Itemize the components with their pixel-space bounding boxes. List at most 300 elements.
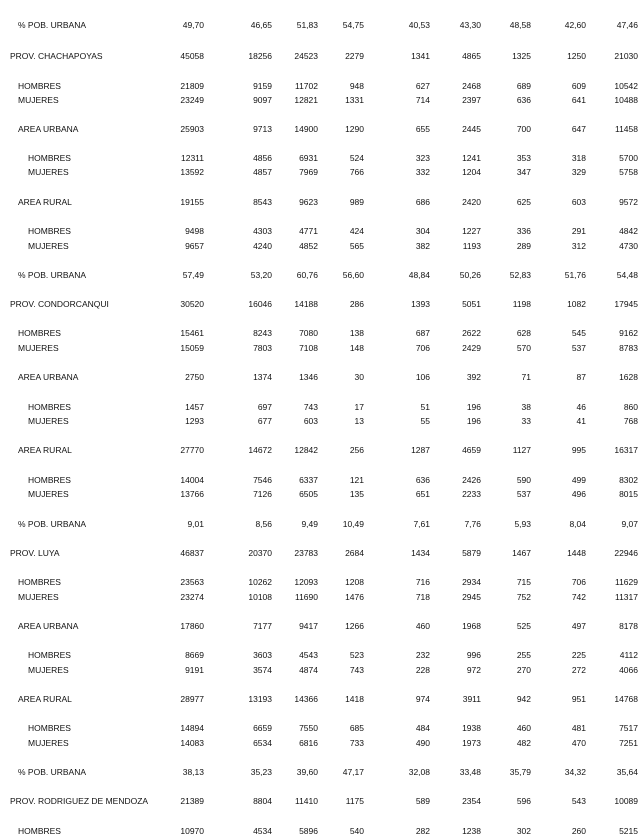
value-cell: 5051 — [462, 299, 481, 309]
row-label: AREA RURAL — [18, 197, 72, 207]
value-cell: 7517 — [619, 723, 638, 733]
value-cell: 5,93 — [514, 519, 531, 529]
value-cell: 302 — [516, 826, 531, 836]
value-cell: 41 — [576, 416, 586, 426]
row-label: PROV. CONDORCANQUI — [10, 299, 109, 309]
value-cell: 17945 — [614, 299, 638, 309]
value-cell: 628 — [516, 328, 531, 338]
sex-row — [0, 474, 643, 486]
value-cell: 733 — [349, 738, 364, 748]
value-cell: 9657 — [185, 241, 204, 251]
value-cell: 6337 — [299, 475, 318, 485]
value-cell: 1175 — [345, 796, 364, 806]
value-cell: 21809 — [180, 81, 204, 91]
value-cell: 497 — [571, 621, 586, 631]
value-cell: 11410 — [294, 796, 318, 806]
value-cell: 1287 — [411, 445, 430, 455]
value-cell: 392 — [466, 372, 481, 382]
value-cell: 8302 — [619, 475, 638, 485]
value-cell: 323 — [415, 153, 430, 163]
value-cell: 48,58 — [509, 20, 531, 30]
urban-percentage-row — [0, 518, 643, 530]
value-cell: 1331 — [345, 95, 364, 105]
row-label: AREA URBANA — [18, 372, 79, 382]
value-cell: 2934 — [462, 577, 481, 587]
value-cell: 2945 — [462, 592, 481, 602]
value-cell: 11317 — [614, 592, 638, 602]
value-cell: 974 — [415, 694, 430, 704]
value-cell: 138 — [349, 328, 364, 338]
value-cell: 196 — [466, 402, 481, 412]
value-cell: 8543 — [253, 197, 272, 207]
value-cell: 35,23 — [250, 767, 272, 777]
value-cell: 700 — [516, 124, 531, 134]
value-cell: 23274 — [180, 592, 204, 602]
row-label: MUJERES — [28, 416, 69, 426]
value-cell: 11690 — [294, 592, 318, 602]
sex-row — [0, 576, 643, 588]
value-cell: 4771 — [299, 226, 318, 236]
value-cell: 2684 — [345, 548, 364, 558]
row-label: MUJERES — [28, 738, 69, 748]
row-label: HOMBRES — [28, 402, 71, 412]
value-cell: 766 — [349, 167, 364, 177]
sex-row — [0, 825, 643, 837]
area-row — [0, 371, 643, 383]
value-cell: 4240 — [253, 241, 272, 251]
sex-row — [0, 327, 643, 339]
value-cell: 60,76 — [296, 270, 318, 280]
value-cell: 4066 — [619, 665, 638, 675]
value-cell: 677 — [257, 416, 272, 426]
value-cell: 12093 — [294, 577, 318, 587]
value-cell: 14894 — [180, 723, 204, 733]
value-cell: 282 — [415, 826, 430, 836]
value-cell: 196 — [466, 416, 481, 426]
value-cell: 641 — [571, 95, 586, 105]
value-cell: 3603 — [253, 650, 272, 660]
value-cell: 9159 — [253, 81, 272, 91]
value-cell: 232 — [415, 650, 430, 660]
value-cell: 1968 — [462, 621, 481, 631]
value-cell: 353 — [516, 153, 531, 163]
value-cell: 1325 — [512, 51, 531, 61]
value-cell: 686 — [415, 197, 430, 207]
value-cell: 2445 — [462, 124, 481, 134]
value-cell: 537 — [516, 489, 531, 499]
value-cell: 10,49 — [342, 519, 364, 529]
value-cell: 1290 — [345, 124, 364, 134]
sex-row — [0, 415, 643, 427]
value-cell: 14672 — [248, 445, 272, 455]
value-cell: 14188 — [294, 299, 318, 309]
value-cell: 2233 — [462, 489, 481, 499]
value-cell: 9498 — [185, 226, 204, 236]
value-cell: 10542 — [614, 81, 638, 91]
value-cell: 647 — [571, 124, 586, 134]
value-cell: 460 — [415, 621, 430, 631]
value-cell: 56,60 — [342, 270, 364, 280]
value-cell: 12311 — [180, 153, 204, 163]
value-cell: 424 — [349, 226, 364, 236]
value-cell: 22946 — [614, 548, 638, 558]
value-cell: 382 — [415, 241, 430, 251]
value-cell: 14083 — [180, 738, 204, 748]
row-label: PROV. RODRIGUEZ DE MENDOZA — [10, 796, 149, 806]
value-cell: 30 — [354, 372, 364, 382]
value-cell: 2429 — [462, 343, 481, 353]
value-cell: 590 — [516, 475, 531, 485]
value-cell: 2426 — [462, 475, 481, 485]
value-cell: 499 — [571, 475, 586, 485]
value-cell: 1241 — [462, 153, 481, 163]
value-cell: 40,53 — [408, 20, 430, 30]
value-cell: 1266 — [345, 621, 364, 631]
value-cell: 685 — [349, 723, 364, 733]
value-cell: 596 — [516, 796, 531, 806]
value-cell: 14004 — [180, 475, 204, 485]
value-cell: 17 — [354, 402, 364, 412]
value-cell: 33 — [521, 416, 531, 426]
value-cell: 9572 — [619, 197, 638, 207]
value-cell: 4543 — [299, 650, 318, 660]
value-cell: 6931 — [299, 153, 318, 163]
value-cell: 4534 — [253, 826, 272, 836]
row-label: HOMBRES — [28, 723, 71, 733]
value-cell: 18256 — [248, 51, 272, 61]
value-cell: 225 — [571, 650, 586, 660]
value-cell: 9,49 — [301, 519, 318, 529]
row-label: MUJERES — [18, 95, 59, 105]
value-cell: 54,75 — [342, 20, 364, 30]
value-cell: 8178 — [619, 621, 638, 631]
value-cell: 16046 — [248, 299, 272, 309]
value-cell: 148 — [349, 343, 364, 353]
value-cell: 718 — [415, 592, 430, 602]
value-cell: 470 — [571, 738, 586, 748]
value-cell: 1227 — [462, 226, 481, 236]
value-cell: 996 — [466, 650, 481, 660]
value-cell: 11458 — [614, 124, 638, 134]
value-cell: 13766 — [180, 489, 204, 499]
value-cell: 687 — [415, 328, 430, 338]
value-cell: 6816 — [299, 738, 318, 748]
value-cell: 42,60 — [564, 20, 586, 30]
row-label: HOMBRES — [18, 328, 61, 338]
value-cell: 20370 — [248, 548, 272, 558]
value-cell: 2622 — [462, 328, 481, 338]
value-cell: 8804 — [253, 796, 272, 806]
value-cell: 951 — [571, 694, 586, 704]
value-cell: 286 — [349, 299, 364, 309]
value-cell: 14900 — [294, 124, 318, 134]
value-cell: 689 — [516, 81, 531, 91]
value-cell: 5879 — [462, 548, 481, 558]
value-cell: 14768 — [614, 694, 638, 704]
value-cell: 255 — [516, 650, 531, 660]
value-cell: 706 — [415, 343, 430, 353]
value-cell: 2279 — [345, 51, 364, 61]
value-cell: 4842 — [619, 226, 638, 236]
sex-row — [0, 152, 643, 164]
value-cell: 7546 — [253, 475, 272, 485]
row-label: MUJERES — [28, 489, 69, 499]
value-cell: 5758 — [619, 167, 638, 177]
value-cell: 1938 — [462, 723, 481, 733]
value-cell: 481 — [571, 723, 586, 733]
value-cell: 1476 — [345, 592, 364, 602]
value-cell: 482 — [516, 738, 531, 748]
value-cell: 336 — [516, 226, 531, 236]
row-label: HOMBRES — [28, 153, 71, 163]
value-cell: 540 — [349, 826, 364, 836]
value-cell: 4112 — [619, 650, 638, 660]
value-cell: 4303 — [253, 226, 272, 236]
value-cell: 9097 — [253, 95, 272, 105]
value-cell: 496 — [571, 489, 586, 499]
value-cell: 19155 — [180, 197, 204, 207]
province-row — [0, 547, 643, 559]
value-cell: 28977 — [180, 694, 204, 704]
value-cell: 484 — [415, 723, 430, 733]
value-cell: 9417 — [299, 621, 318, 631]
value-cell: 7108 — [299, 343, 318, 353]
value-cell: 7,76 — [464, 519, 481, 529]
value-cell: 304 — [415, 226, 430, 236]
value-cell: 697 — [257, 402, 272, 412]
value-cell: 995 — [571, 445, 586, 455]
value-cell: 256 — [349, 445, 364, 455]
value-cell: 1193 — [462, 241, 481, 251]
value-cell: 2354 — [462, 796, 481, 806]
value-cell: 13 — [354, 416, 364, 426]
value-cell: 714 — [415, 95, 430, 105]
urban-percentage-row — [0, 269, 643, 281]
row-label: HOMBRES — [18, 826, 61, 836]
value-cell: 12821 — [294, 95, 318, 105]
value-cell: 5896 — [299, 826, 318, 836]
value-cell: 10262 — [248, 577, 272, 587]
value-cell: 1204 — [462, 167, 481, 177]
value-cell: 4865 — [462, 51, 481, 61]
value-cell: 289 — [516, 241, 531, 251]
value-cell: 15461 — [180, 328, 204, 338]
row-label: PROV. CHACHAPOYAS — [10, 51, 103, 61]
row-label: HOMBRES — [28, 226, 71, 236]
value-cell: 743 — [349, 665, 364, 675]
value-cell: 9,01 — [187, 519, 204, 529]
value-cell: 2750 — [185, 372, 204, 382]
sex-row — [0, 722, 643, 734]
value-cell: 121 — [349, 475, 364, 485]
province-row — [0, 50, 643, 62]
value-cell: 4852 — [299, 241, 318, 251]
value-cell: 523 — [349, 650, 364, 660]
value-cell: 49,70 — [182, 20, 204, 30]
row-label: % POB. URBANA — [18, 20, 87, 30]
value-cell: 570 — [516, 343, 531, 353]
value-cell: 6659 — [253, 723, 272, 733]
value-cell: 228 — [415, 665, 430, 675]
sex-row — [0, 240, 643, 252]
value-cell: 589 — [415, 796, 430, 806]
value-cell: 39,60 — [296, 767, 318, 777]
value-cell: 565 — [349, 241, 364, 251]
value-cell: 272 — [571, 665, 586, 675]
value-cell: 21030 — [614, 51, 638, 61]
value-cell: 706 — [571, 577, 586, 587]
value-cell: 35,79 — [509, 767, 531, 777]
value-cell: 23783 — [294, 548, 318, 558]
value-cell: 5700 — [619, 153, 638, 163]
sex-row — [0, 488, 643, 500]
value-cell: 47,17 — [342, 767, 364, 777]
value-cell: 1393 — [411, 299, 430, 309]
sex-row — [0, 737, 643, 749]
value-cell: 11702 — [294, 81, 318, 91]
value-cell: 9191 — [185, 665, 204, 675]
value-cell: 47,46 — [616, 20, 638, 30]
value-cell: 4730 — [619, 241, 638, 251]
value-cell: 52,83 — [509, 270, 531, 280]
value-cell: 1293 — [185, 416, 204, 426]
value-cell: 715 — [516, 577, 531, 587]
value-cell: 2397 — [462, 95, 481, 105]
row-label: MUJERES — [18, 592, 59, 602]
value-cell: 23249 — [180, 95, 204, 105]
row-label: PROV. LUYA — [10, 548, 60, 558]
value-cell: 87 — [576, 372, 586, 382]
area-row — [0, 196, 643, 208]
sex-row — [0, 166, 643, 178]
value-cell: 7550 — [299, 723, 318, 733]
value-cell: 1434 — [411, 548, 430, 558]
value-cell: 1198 — [512, 299, 531, 309]
value-cell: 743 — [303, 402, 318, 412]
value-cell: 1238 — [462, 826, 481, 836]
value-cell: 525 — [516, 621, 531, 631]
area-row — [0, 123, 643, 135]
value-cell: 55 — [420, 416, 430, 426]
value-cell: 15059 — [180, 343, 204, 353]
value-cell: 7969 — [299, 167, 318, 177]
value-cell: 7251 — [619, 738, 638, 748]
value-cell: 989 — [349, 197, 364, 207]
row-label: % POB. URBANA — [18, 767, 87, 777]
value-cell: 1467 — [512, 548, 531, 558]
value-cell: 46837 — [180, 548, 204, 558]
value-cell: 35,64 — [616, 767, 638, 777]
value-cell: 655 — [415, 124, 430, 134]
sex-row — [0, 664, 643, 676]
value-cell: 1208 — [345, 577, 364, 587]
value-cell: 742 — [571, 592, 586, 602]
value-cell: 1973 — [462, 738, 481, 748]
value-cell: 347 — [516, 167, 531, 177]
value-cell: 948 — [349, 81, 364, 91]
value-cell: 627 — [415, 81, 430, 91]
area-row — [0, 620, 643, 632]
value-cell: 651 — [415, 489, 430, 499]
value-cell: 609 — [571, 81, 586, 91]
value-cell: 25903 — [180, 124, 204, 134]
value-cell: 13592 — [180, 167, 204, 177]
value-cell: 21389 — [180, 796, 204, 806]
value-cell: 135 — [349, 489, 364, 499]
value-cell: 1250 — [567, 51, 586, 61]
value-cell: 46 — [576, 402, 586, 412]
value-cell: 768 — [623, 416, 638, 426]
value-cell: 30520 — [180, 299, 204, 309]
value-cell: 17860 — [180, 621, 204, 631]
value-cell: 8,04 — [569, 519, 586, 529]
row-label: HOMBRES — [18, 81, 61, 91]
value-cell: 16317 — [614, 445, 638, 455]
province-row — [0, 298, 643, 310]
value-cell: 53,20 — [250, 270, 272, 280]
province-row — [0, 795, 643, 807]
value-cell: 10488 — [614, 95, 638, 105]
row-label: % POB. URBANA — [18, 519, 87, 529]
value-cell: 8,56 — [255, 519, 272, 529]
value-cell: 43,30 — [459, 20, 481, 30]
value-cell: 2420 — [462, 197, 481, 207]
row-label: AREA RURAL — [18, 445, 72, 455]
value-cell: 332 — [415, 167, 430, 177]
value-cell: 8669 — [185, 650, 204, 660]
row-label: MUJERES — [28, 167, 69, 177]
value-cell: 752 — [516, 592, 531, 602]
value-cell: 7177 — [253, 621, 272, 631]
sex-row — [0, 342, 643, 354]
value-cell: 7080 — [299, 328, 318, 338]
row-label: HOMBRES — [28, 475, 71, 485]
value-cell: 260 — [571, 826, 586, 836]
value-cell: 860 — [623, 402, 638, 412]
value-cell: 23563 — [180, 577, 204, 587]
row-label: MUJERES — [28, 241, 69, 251]
urban-percentage-row — [0, 766, 643, 778]
value-cell: 3574 — [253, 665, 272, 675]
value-cell: 1082 — [567, 299, 586, 309]
value-cell: 329 — [571, 167, 586, 177]
value-cell: 4659 — [462, 445, 481, 455]
area-row — [0, 693, 643, 705]
row-label: HOMBRES — [28, 650, 71, 660]
value-cell: 1341 — [411, 51, 430, 61]
value-cell: 46,65 — [250, 20, 272, 30]
sex-row — [0, 649, 643, 661]
value-cell: 603 — [303, 416, 318, 426]
value-cell: 1346 — [299, 372, 318, 382]
value-cell: 11629 — [614, 577, 638, 587]
value-cell: 312 — [571, 241, 586, 251]
row-label: MUJERES — [28, 665, 69, 675]
row-label: AREA URBANA — [18, 621, 79, 631]
value-cell: 5215 — [619, 826, 638, 836]
value-cell: 636 — [415, 475, 430, 485]
value-cell: 24523 — [294, 51, 318, 61]
area-row — [0, 444, 643, 456]
value-cell: 270 — [516, 665, 531, 675]
value-cell: 4857 — [253, 167, 272, 177]
value-cell: 50,26 — [459, 270, 481, 280]
value-cell: 716 — [415, 577, 430, 587]
value-cell: 106 — [415, 372, 430, 382]
value-cell: 51,76 — [564, 270, 586, 280]
value-cell: 7,61 — [413, 519, 430, 529]
value-cell: 71 — [521, 372, 531, 382]
